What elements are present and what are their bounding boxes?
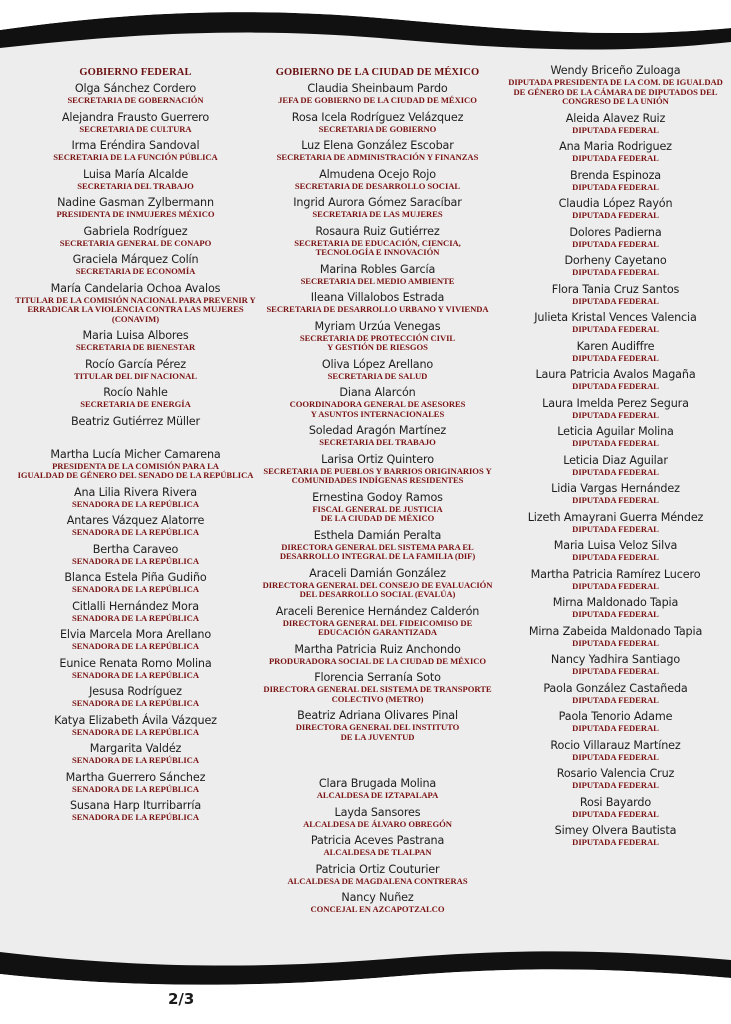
person-role: SECRETARIA DE SALUD	[327, 370, 428, 381]
person-name: Ileana Villalobos Estrada	[310, 291, 445, 304]
person-role: DIPUTADA FEDERAL	[572, 580, 659, 591]
column-diputadas	[500, 62, 731, 853]
person-entry	[255, 320, 500, 353]
person-role: SECRETARIA DE LAS MUJERES	[312, 209, 443, 219]
person-entry	[500, 568, 731, 592]
person-role: SENADORA DE LA REPÚBLICA	[71, 698, 199, 708]
person-role: DIPUTADA FEDERAL	[572, 238, 659, 249]
person-name: Dolores Padierna	[569, 225, 662, 239]
person-name: Soledad Aragón Martínez	[308, 424, 447, 437]
person-name: Rosario Valencia Cruz	[556, 767, 675, 780]
person-entry	[8, 253, 263, 277]
person-role: TITULAR DE LA COMISIÓN NACIONAL PARA PREVENIR Y ERRADICAR LA VIOLENCIA CONTRA LAS MUJERES (CONAVIM)	[15, 294, 256, 324]
person-entry	[8, 329, 263, 353]
person-role: DIPUTADA FEDERAL	[572, 438, 659, 448]
person-role: SECRETARIA DE DESARROLLO URBANO Y VIVIENDA	[266, 304, 489, 314]
person-entry	[8, 628, 263, 652]
person-role: DIPUTADA FEDERAL	[572, 780, 659, 790]
column-federal	[8, 62, 263, 828]
person-name: Patricia Aceves Pastrana	[310, 834, 445, 847]
person-name: Maria Luisa Albores	[82, 329, 189, 342]
person-name: Araceli Berenice Hernández Calderón	[275, 604, 480, 618]
person-entry	[255, 263, 500, 287]
person-entry	[500, 653, 731, 677]
person-name: Flora Tania Cruz Santos	[551, 282, 680, 296]
person-name: Olga Sánchez Cordero	[74, 82, 197, 95]
person-role: SENADORA DE LA REPÚBLICA	[71, 812, 199, 822]
person-entry	[255, 453, 500, 486]
person-name: Laura Imelda Perez Segura	[542, 396, 689, 410]
column-cdmx	[255, 62, 500, 920]
person-name: Patricia Ortiz Couturier	[315, 862, 440, 876]
person-name: Jesusa Rodríguez	[89, 685, 182, 698]
person-name: María Candelaria Ochoa Avalos	[50, 281, 221, 295]
person-entry	[8, 196, 263, 220]
person-entry	[500, 739, 731, 763]
person-name: Julieta Kristal Vences Valencia	[534, 311, 697, 324]
person-name: Katya Elizabeth Ávila Vázquez	[54, 713, 217, 727]
person-role: DIRECTORA GENERAL DEL SISTEMA DE TRANSPORTE COLECTIVO (METRO)	[263, 684, 492, 704]
person-entry	[255, 529, 500, 562]
person-name: Florencia Serranía Soto	[314, 671, 441, 684]
person-entry	[255, 386, 500, 419]
person-entry	[255, 567, 500, 600]
section-heading: GOBIERNO FEDERAL	[79, 67, 192, 78]
person-name: Graciela Márquez Colín	[72, 253, 199, 266]
person-role: DIPUTADA FEDERAL	[572, 751, 659, 762]
person-role: ALCALDESA DE IZTAPALAPA	[316, 790, 439, 800]
person-name: Simey Olvera Bautista	[554, 824, 677, 837]
person-role: TITULAR DEL DIF NACIONAL	[74, 370, 197, 381]
person-entry	[255, 671, 500, 704]
person-entry	[500, 340, 731, 364]
person-entry	[255, 643, 500, 667]
person-entry	[8, 358, 263, 382]
person-entry	[255, 358, 500, 382]
person-role: SECRETARIA DE ADMINISTRACIÓN Y FINANZAS	[276, 152, 479, 162]
person-name: Myriam Urzúa Venegas	[314, 319, 441, 333]
person-role: DIPUTADA FEDERAL	[572, 637, 659, 648]
page-number: 2/3	[168, 990, 195, 1008]
person-entry	[255, 891, 500, 915]
person-entry	[500, 682, 731, 706]
person-name: Blanca Estela Piña Gudiño	[64, 571, 207, 584]
person-name: Mirna Maldonado Tapia	[552, 596, 679, 609]
person-role: SENADORA DE LA REPÚBLICA	[71, 527, 199, 537]
person-entry	[255, 491, 500, 524]
person-name: Ana Maria Rodriguez	[559, 140, 672, 153]
person-entry	[8, 514, 263, 538]
person-role: SENADORA DE LA REPÚBLICA	[71, 584, 199, 594]
person-name: Margarita Valdéz	[89, 742, 182, 755]
person-name: Citlalli Hernández Mora	[72, 599, 199, 613]
person-entry	[255, 605, 500, 638]
person-name: Ernestina Godoy Ramos	[312, 490, 443, 504]
person-role: DIPUTADA PRESIDENTA DE LA COM. DE IGUALDAD DE GÉNERO DE LA CÁMARA DE DIPUTADOS DEL CONGRESO DE LA UNIÓN	[508, 77, 723, 106]
person-role: SECRETARIA DE GOBERNACIÓN	[67, 95, 204, 105]
person-entry	[8, 82, 263, 106]
person-role: FISCAL GENERAL DE JUSTICIA DE LA CIUDAD DE MÉXICO	[312, 503, 443, 523]
person-entry	[8, 543, 263, 567]
person-name: Martha Patricia Ramírez Lucero	[530, 567, 701, 581]
person-entry	[8, 571, 263, 595]
person-entry	[8, 771, 263, 795]
person-role: DIPUTADA FEDERAL	[572, 352, 659, 363]
person-role: SENADORA DE LA REPÚBLICA	[71, 641, 199, 651]
person-role: DIPUTADA FEDERAL	[572, 295, 659, 306]
person-role: ALCALDESA DE TLALPAN	[323, 847, 432, 857]
person-role: DIPUTADA FEDERAL	[572, 666, 659, 676]
person-role: DIPUTADA FEDERAL	[572, 466, 659, 477]
person-entry	[8, 742, 263, 766]
person-entry	[500, 767, 731, 791]
person-entry	[8, 282, 263, 325]
person-name: Elvia Marcela Mora Arellano	[59, 628, 212, 641]
person-name: Rocío Nahle	[103, 386, 168, 399]
person-entry	[8, 168, 263, 192]
person-entry	[255, 424, 500, 448]
person-entry	[8, 714, 263, 738]
person-role: DIRECTORA GENERAL DEL FIDEICOMISO DE EDUCACIÓN GARANTIZADA	[282, 617, 473, 637]
person-role: DIPUTADA FEDERAL	[572, 409, 659, 420]
person-entry	[500, 397, 731, 421]
person-role: SECRETARIA DE GOBIERNO	[318, 123, 437, 134]
person-role: DIPUTADA FEDERAL	[572, 324, 659, 334]
person-entry	[255, 225, 500, 258]
person-entry	[255, 139, 500, 163]
person-entry	[500, 454, 731, 478]
person-name: Nancy Yadhira Santiago	[550, 653, 681, 666]
person-entry	[255, 806, 500, 830]
person-role: DIRECTORA GENERAL DEL CONSEJO DE EVALUACIÓN DEL DESARROLLO SOCIAL (EVALÚA)	[262, 579, 493, 599]
person-entry	[8, 225, 263, 249]
person-role: SECRETARIA DE PROTECCIÓN CIVIL Y GESTIÓN DE RIESGOS	[299, 332, 456, 352]
person-name: Irma Eréndira Sandoval	[71, 139, 200, 152]
person-name: Wendy Briceño Zuloaga	[550, 64, 681, 77]
person-name: Martha Guerrero Sánchez	[65, 770, 206, 784]
person-name: Brenda Espinoza	[569, 168, 662, 182]
person-role: SECRETARIA DE BIENESTAR	[75, 342, 196, 352]
person-role: SENADORA DE LA REPÚBLICA	[71, 555, 199, 566]
person-name: Susana Harp Iturribarría	[69, 799, 202, 812]
person-entry	[8, 799, 263, 823]
person-role: DIPUTADA FEDERAL	[572, 694, 659, 705]
person-entry	[8, 448, 263, 481]
person-entry	[500, 511, 731, 535]
person-entry	[500, 140, 731, 164]
person-name: Leticia Diaz Aguilar	[563, 453, 668, 467]
person-name: Nancy Nuñez	[341, 891, 414, 904]
person-role: DIPUTADA FEDERAL	[572, 837, 659, 847]
person-role: JEFA DE GOBIERNO DE LA CIUDAD DE MÉXICO	[278, 95, 477, 105]
person-entry	[500, 254, 731, 278]
person-role: DIPUTADA FEDERAL	[572, 523, 659, 534]
person-role: DIPUTADA FEDERAL	[572, 808, 659, 819]
person-name: Bertha Caraveo	[92, 542, 179, 556]
person-role: SENADORA DE LA REPÚBLICA	[71, 498, 199, 509]
person-role: SECRETARIA DE EDUCACIÓN, CIENCIA, TECNOLOGÍA E INNOVACIÓN	[294, 237, 461, 257]
person-role: DIPUTADA FEDERAL	[572, 210, 659, 220]
person-role: SECRETARIA DE CULTURA	[79, 123, 192, 134]
person-name: Aleida Alavez Ruiz	[565, 111, 666, 125]
person-name: Ingrid Aurora Gómez Saracíbar	[293, 196, 462, 209]
person-role: DIPUTADA FEDERAL	[572, 181, 659, 192]
person-role: PRESIDENTA DE LA COMISIÓN PARA LA IGUALDAD DE GÉNERO DEL SENADO DE LA REPÚBLICA	[17, 460, 254, 480]
person-role: DIPUTADA FEDERAL	[572, 153, 659, 163]
person-name: Clara Brugada Molina	[318, 777, 437, 790]
person-entry	[8, 657, 263, 681]
person-entry	[500, 596, 731, 620]
person-name: Almudena Ocejo Rojo	[319, 167, 436, 181]
person-role: PRODURADORA SOCIAL DE LA CIUDAD DE MÉXICO	[268, 655, 487, 666]
person-entry	[500, 796, 731, 820]
person-role: COORDINADORA GENERAL DE ASESORES Y ASUNTOS INTERNACIONALES	[289, 399, 466, 419]
top-wave-band	[0, 0, 731, 70]
person-name: Luz Elena González Escobar	[301, 139, 454, 152]
person-name: Lidia Vargas Hernández	[551, 482, 680, 495]
person-entry	[255, 777, 500, 801]
person-name: Mirna Zabeida Maldonado Tapia	[528, 624, 703, 638]
person-name: Laura Patricia Avalos Magaña	[535, 368, 696, 381]
person-entry	[500, 283, 731, 307]
person-entry	[255, 82, 500, 106]
person-name: Karen Audiffre	[576, 339, 655, 353]
person-role: ALCALDESA DE MAGDALENA CONTRERAS	[287, 875, 468, 886]
person-name: Rocío García Pérez	[85, 357, 186, 371]
person-role: SECRETARIA DE ENERGÍA	[80, 399, 191, 409]
person-entry	[255, 834, 500, 858]
person-name: Ana Lilia Rivera Rivera	[74, 485, 197, 499]
person-entry	[500, 226, 731, 250]
person-entry	[255, 168, 500, 192]
person-role: DIPUTADA FEDERAL	[572, 552, 659, 562]
person-name: Beatriz Gutiérrez Müller	[71, 414, 200, 428]
person-name: Araceli Damián González	[309, 566, 446, 580]
person-role: ALCALDESA DE ÁLVARO OBREGÓN	[303, 818, 452, 829]
person-name: Martha Lucía Micher Camarena	[50, 447, 221, 461]
person-name: Nadine Gasman Zylbermann	[57, 196, 214, 209]
person-role: SECRETARIA DE ECONOMÍA	[75, 266, 196, 276]
person-entry	[8, 386, 263, 410]
person-entry	[500, 311, 731, 335]
person-name: Claudia Sheinbaum Pardo	[307, 82, 448, 95]
person-name: Rocio Villarauz Martínez	[550, 738, 681, 752]
person-name: Rosi Bayardo	[579, 795, 652, 809]
person-role: SECRETARIA DE LA FUNCIÓN PÚBLICA	[53, 152, 218, 162]
person-name: Alejandra Frausto Guerrero	[61, 110, 210, 124]
person-role: DIPUTADA FEDERAL	[572, 381, 659, 391]
person-role: SENADORA DE LA REPÚBLICA	[71, 755, 199, 765]
person-name: Diana Alarcón	[339, 386, 416, 399]
person-role: DIPUTADA FEDERAL	[572, 723, 659, 733]
person-name: Layda Sansores	[334, 805, 421, 819]
person-role: SENADORA DE LA REPÚBLICA	[71, 726, 199, 737]
person-name: Martha Patricia Ruiz Anchondo	[294, 642, 461, 656]
person-name: Beatriz Adriana Olivares Pinal	[297, 709, 458, 722]
person-entry	[500, 539, 731, 563]
person-entry	[500, 482, 731, 506]
person-entry	[500, 112, 731, 136]
person-role: SENADORA DE LA REPÚBLICA	[71, 783, 199, 794]
person-name: Leticia Aguilar Molina	[557, 425, 674, 438]
person-entry	[255, 111, 500, 135]
person-role: SECRETARIA GENERAL DE CONAPO	[59, 237, 212, 248]
person-role: SECRETARIA DEL MEDIO AMBIENTE	[300, 275, 455, 286]
person-entry	[8, 139, 263, 163]
person-name: Oliva López Arellano	[321, 357, 434, 371]
person-name: Maria Luisa Veloz Silva	[553, 539, 678, 552]
person-name: Eunice Renata Romo Molina	[59, 656, 212, 670]
person-role: DIPUTADA FEDERAL	[572, 495, 659, 505]
person-role: SECRETARIA DEL TRABAJO	[77, 180, 194, 191]
person-role: SECRETARIA DE PUEBLOS Y BARRIOS ORIGINARIOS Y COMUNIDADES INDÍGENAS RESIDENTES	[263, 465, 492, 485]
person-role: DIRECTORA GENERAL DEL SISTEMA PARA EL DESARROLLO INTEGRAL DE LA FAMILIA (DIF)	[279, 541, 476, 561]
person-entry	[8, 486, 263, 510]
person-entry	[500, 169, 731, 193]
person-name: Rosa Icela Rodríguez Velázquez	[291, 110, 464, 124]
person-name: Larisa Ortiz Quintero	[321, 452, 434, 466]
person-entry	[500, 425, 731, 449]
person-name: Rosaura Ruiz Gutiérrez	[315, 224, 440, 238]
person-entry	[255, 291, 500, 315]
person-entry	[8, 600, 263, 624]
person-entry	[255, 863, 500, 887]
person-role: SENADORA DE LA REPÚBLICA	[71, 669, 199, 680]
person-name: Paola González Castañeda	[543, 681, 688, 695]
person-entry	[255, 709, 500, 742]
person-name: Esthela Damián Peralta	[313, 528, 442, 542]
section-heading: GOBIERNO DE LA CIUDAD DE MÉXICO	[275, 67, 480, 78]
person-role: PRESIDENTA DE INMUJERES MÉXICO	[56, 209, 215, 219]
person-entry	[8, 685, 263, 709]
person-entry	[500, 824, 731, 848]
person-entry	[500, 368, 731, 392]
person-role: DIPUTADA FEDERAL	[572, 124, 659, 135]
person-role: SECRETARIA DEL TRABAJO	[319, 437, 436, 447]
person-role: DIPUTADA FEDERAL	[572, 267, 659, 277]
person-role: DIRECTORA GENERAL DEL INSTITUTO DE LA JUVENTUD	[295, 722, 460, 742]
person-name: Lizeth Amayrani Guerra Méndez	[527, 510, 704, 524]
person-name: Dorheny Cayetano	[564, 254, 667, 267]
person-role: CONCEJAL EN AZCAPOTZALCO	[310, 904, 445, 914]
person-name: Antares Vázquez Alatorre	[66, 514, 205, 527]
person-role: DIPUTADA FEDERAL	[572, 609, 659, 619]
person-entry	[500, 625, 731, 649]
person-name: Paola Tenorio Adame	[558, 710, 673, 723]
person-role: SECRETARIA DE DESARROLLO SOCIAL	[294, 180, 461, 191]
person-entry	[500, 710, 731, 734]
person-entry	[500, 64, 731, 107]
person-name: Claudia López Rayón	[558, 197, 673, 210]
person-name: Luisa María Alcalde	[82, 167, 189, 181]
person-entry	[255, 196, 500, 220]
person-entry	[8, 111, 263, 135]
person-entry	[500, 197, 731, 221]
person-name: Gabriela Rodríguez	[83, 224, 188, 238]
person-entry	[8, 415, 263, 429]
person-name: Marina Robles García	[319, 262, 436, 276]
bottom-wave-band	[0, 930, 731, 1024]
person-role: SENADORA DE LA REPÚBLICA	[71, 612, 199, 623]
